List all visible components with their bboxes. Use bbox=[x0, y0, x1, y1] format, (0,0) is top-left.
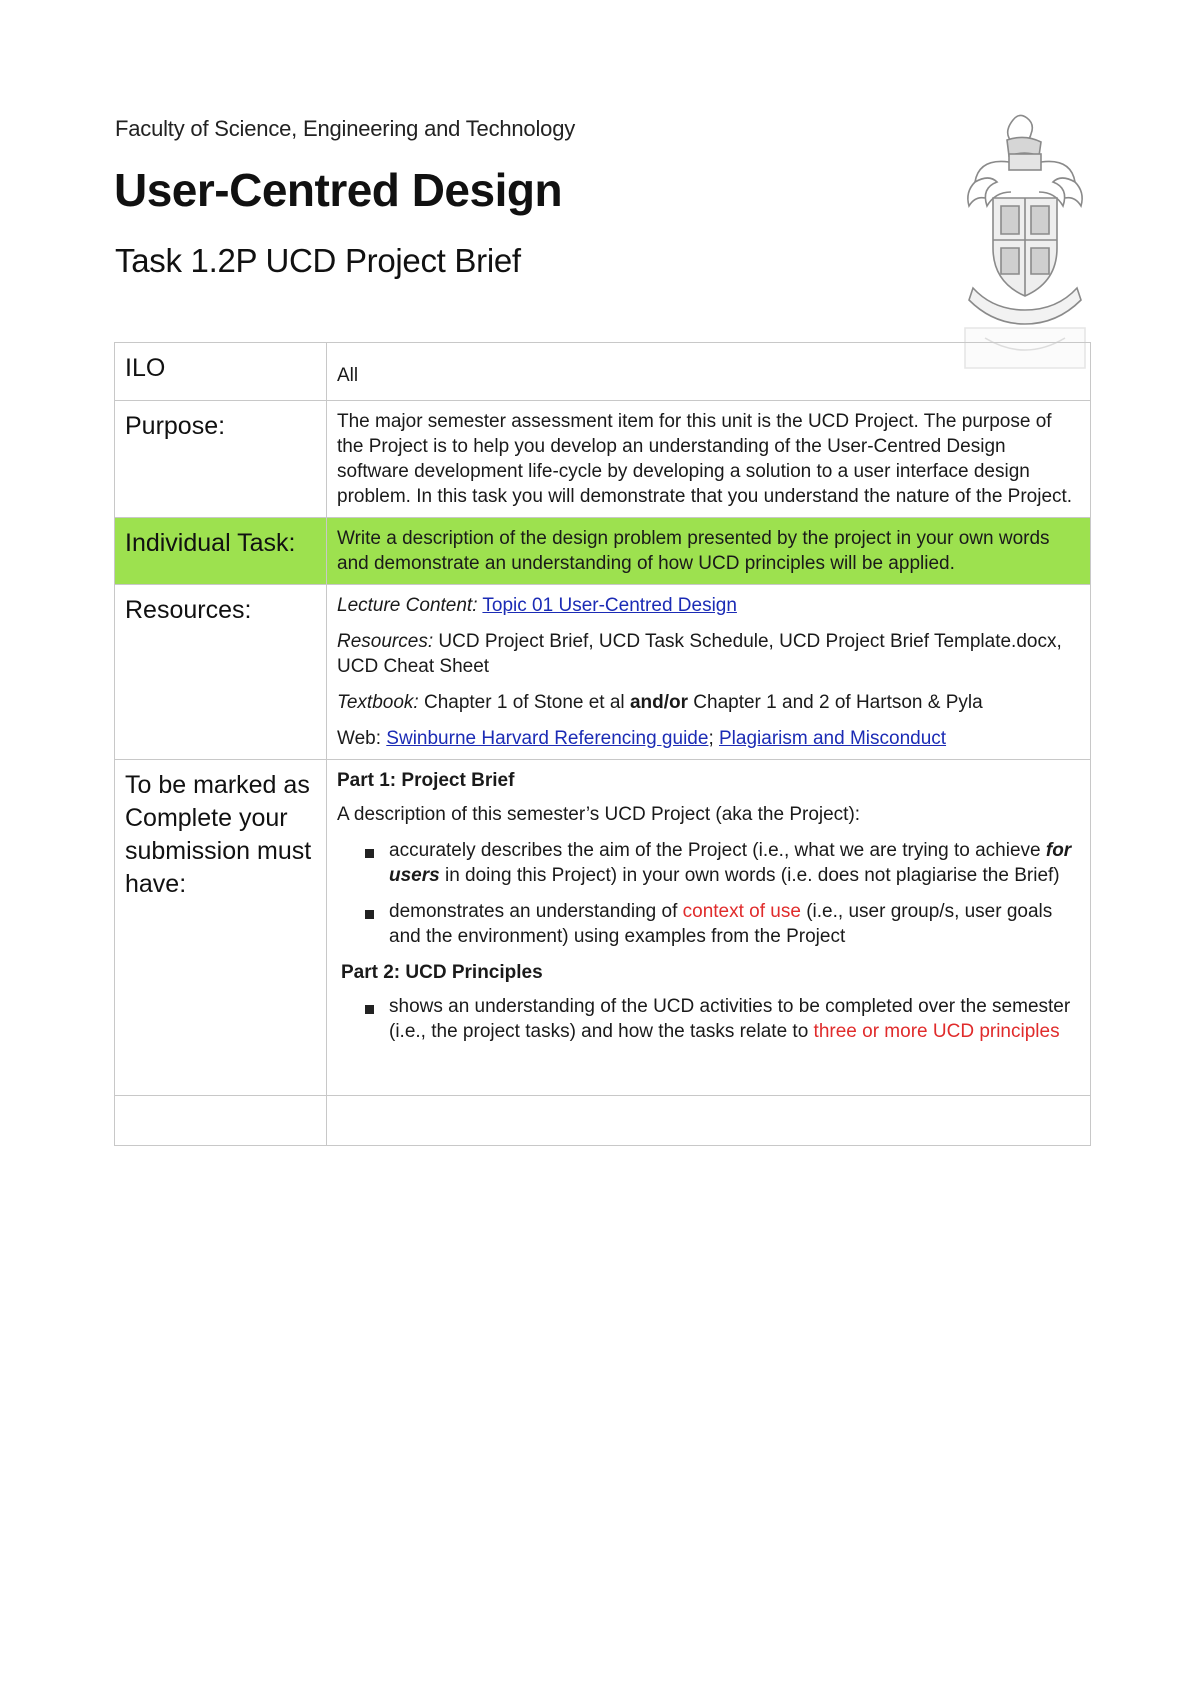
empty-row bbox=[115, 1096, 1091, 1146]
list-item bbox=[337, 899, 1080, 949]
university-crest-icon bbox=[955, 110, 1095, 380]
part1-title: Part 1: Project Brief bbox=[337, 770, 515, 791]
unit-title: User-Centred Design bbox=[114, 164, 563, 216]
ilo-label: ILO bbox=[115, 343, 327, 401]
textbook-text-1: Chapter 1 of Stone et al bbox=[423, 692, 625, 713]
list-item bbox=[337, 994, 1080, 1044]
completion-criteria-row bbox=[115, 760, 1091, 1096]
resources-text: UCD Project Brief, UCD Task Schedule, UCD Project Brief Template.docx, UCD Cheat Sheet bbox=[337, 631, 1062, 677]
individual-task-text: Write a description of the design problem presented by the project in your own words and demonstrate an understanding of how UCD principles will be applied. bbox=[327, 518, 1091, 585]
completion-criteria-label: To be marked as Complete your submission must have: bbox=[115, 760, 327, 1096]
empty-label-cell bbox=[115, 1096, 327, 1146]
purpose-text: The major semester assessment item for this unit is the UCD Project. The purpose of the Project is to help you develop an understanding of the User-Centred Design software development life-cycle by developing a solution to a user interface design problem. In this task you will demonstrate that you understand the nature of the Project. bbox=[327, 401, 1091, 518]
lecture-content-line bbox=[337, 593, 1080, 618]
list-item bbox=[337, 838, 1080, 888]
bullet1-emphasis: for users bbox=[389, 840, 1072, 886]
part2-bullet-list bbox=[337, 994, 1080, 1044]
resources-cell bbox=[327, 585, 1091, 760]
ilo-row bbox=[115, 343, 1091, 401]
web-separator: ; bbox=[708, 728, 714, 749]
individual-task-label: Individual Task: bbox=[115, 518, 327, 585]
individual-task-row bbox=[115, 518, 1091, 585]
resources-row bbox=[115, 585, 1091, 760]
task-title: Task 1.2P UCD Project Brief bbox=[115, 242, 521, 279]
textbook-line bbox=[337, 690, 1080, 715]
textbook-text-2: Chapter 1 and 2 of Hartson & Pyla bbox=[693, 692, 983, 713]
resources-line bbox=[337, 629, 1080, 679]
resources-label: Resources: bbox=[115, 585, 327, 760]
bullet2-text-b: (i.e., user group/s, user goals and the environment) using examples from the Project bbox=[389, 901, 1053, 947]
bullet-square-icon bbox=[365, 849, 374, 858]
bullet2-text-a: demonstrates an understanding of bbox=[389, 901, 678, 922]
faculty-name: Faculty of Science, Engineering and Technology bbox=[115, 116, 576, 141]
harvard-referencing-link[interactable]: Swinburne Harvard Referencing guide bbox=[386, 728, 709, 749]
ilo-value bbox=[327, 343, 1091, 401]
plagiarism-link[interactable]: Plagiarism and Misconduct bbox=[719, 728, 947, 749]
resources-prefix: Resources: bbox=[337, 631, 434, 652]
textbook-prefix: Textbook: bbox=[337, 692, 419, 713]
bullet1-text-b: in doing this Project) in your own words (i.e. does not plagiarise the Brief) bbox=[444, 865, 1060, 886]
textbook-andor: and/or bbox=[629, 692, 688, 713]
ilo-text: All bbox=[337, 365, 359, 386]
empty-value-cell bbox=[327, 1096, 1091, 1146]
lecture-content-prefix: Lecture Content: bbox=[337, 595, 478, 616]
bullet2-highlight: context of use bbox=[682, 901, 801, 922]
bullet3-text-a: shows an understanding of the UCD activities to be completed over the semester (i.e., the project tasks) and how the tasks relate to bbox=[389, 996, 1071, 1042]
bullet1-text-a: accurately describes the aim of the Project (i.e., what we are trying to achieve bbox=[389, 840, 1041, 861]
completion-criteria-cell bbox=[327, 760, 1091, 1096]
part1-intro: A description of this semester’s UCD Project (aka the Project): bbox=[337, 804, 861, 825]
purpose-label: Purpose: bbox=[115, 401, 327, 518]
task-brief-table bbox=[114, 342, 1091, 1146]
part2-title: Part 2: UCD Principles bbox=[341, 962, 543, 983]
purpose-row bbox=[115, 401, 1091, 518]
bullet3-highlight: three or more UCD principles bbox=[813, 1021, 1060, 1042]
web-prefix: Web: bbox=[337, 728, 382, 749]
web-line bbox=[337, 726, 1080, 751]
bullet-square-icon bbox=[365, 1005, 374, 1014]
part1-bullet-list bbox=[337, 838, 1080, 949]
topic-01-link[interactable]: Topic 01 User-Centred Design bbox=[482, 595, 737, 616]
bullet-square-icon bbox=[365, 910, 374, 919]
